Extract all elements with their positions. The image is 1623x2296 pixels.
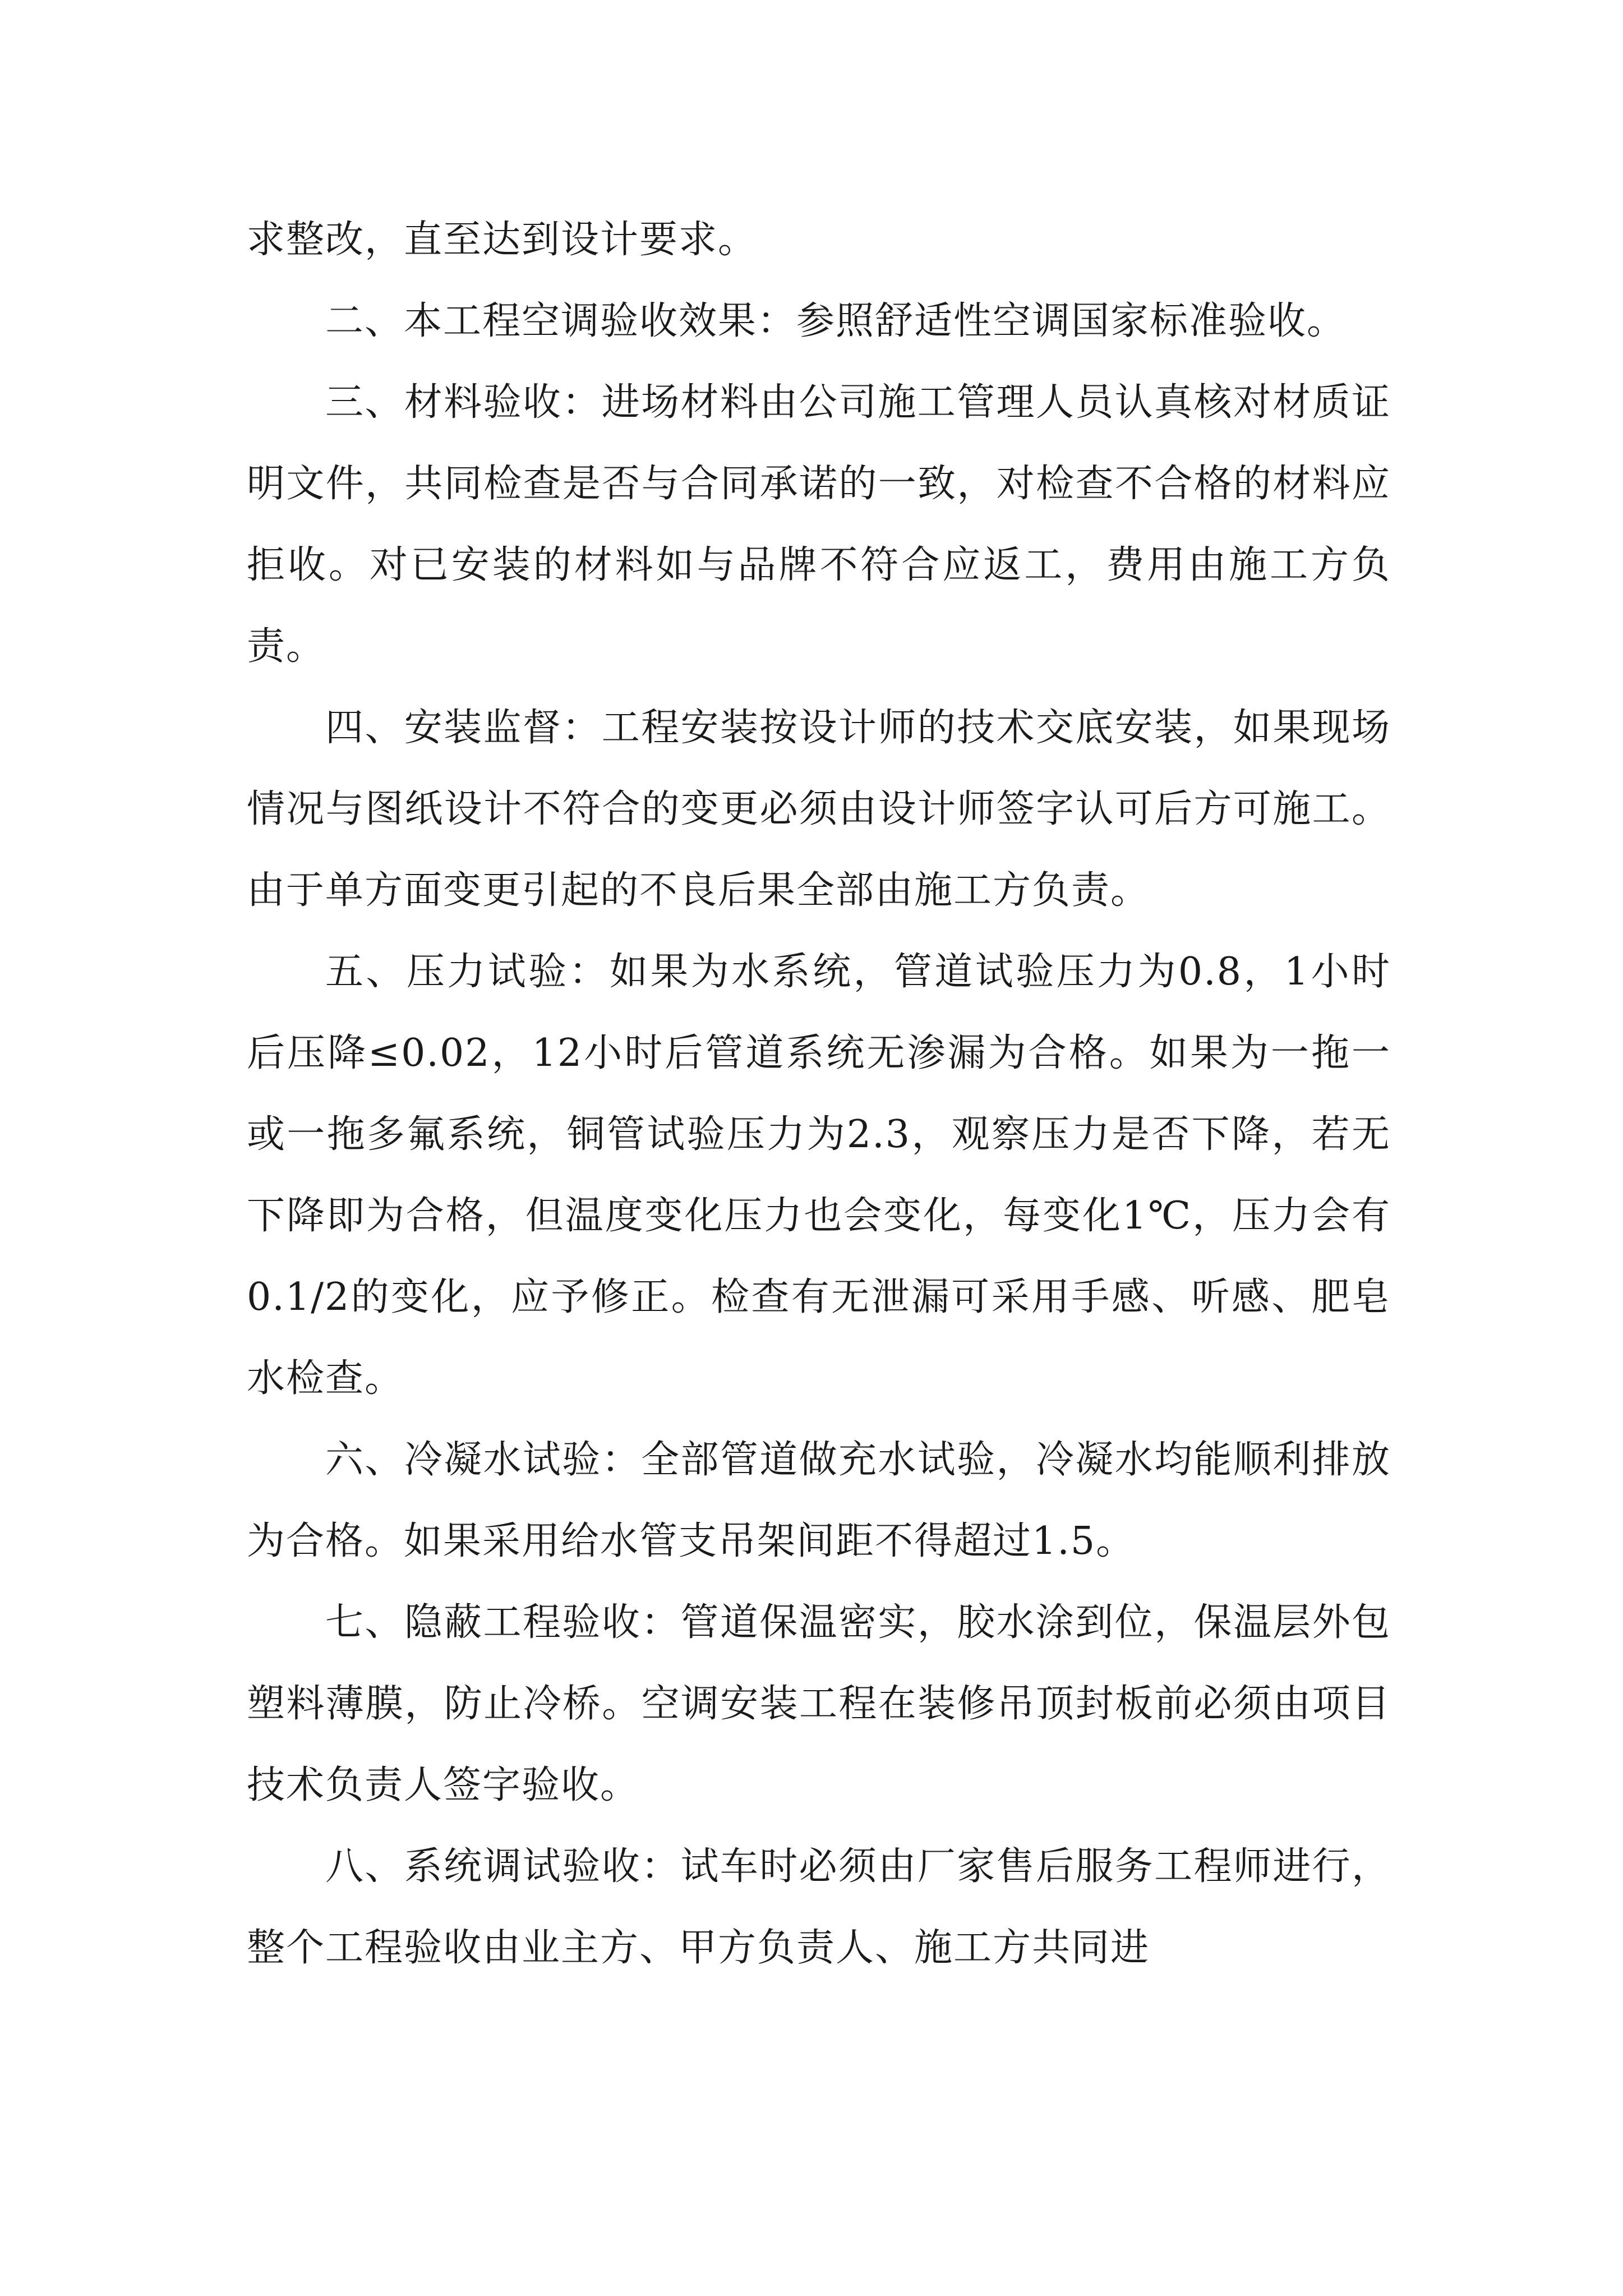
paragraph-condensate-test: 六、冷凝水试验：全部管道做充水试验，冷凝水均能顺利排放为合格。如果采用给水管支吊架间距不得超过1.5。	[247, 1438, 1391, 1563]
paragraph-acceptance-effect: 二、本工程空调验收效果：参照舒适性空调国家标准验收。	[325, 299, 1347, 343]
paragraph-pressure-test: 五、压力试验：如果为水系统，管道试验压力为0.8，1小时后压降≤0.02，12小时后管道系统无渗漏为合格。如果为一拖一或一拖多氟系统，铜管试验压力为2.3，观察压力是否下降，若无下降即为合格，但温度变化压力也会变化，每变化1℃，压力会有0.1/2的变化，应予修正。检查有无泄漏可采用手感、听感、肥皂水检查。	[247, 950, 1391, 1401]
paragraph-concealed-works: 七、隐蔽工程验收：管道保温密实，胶水涂到位，保温层外包塑料薄膜，防止冷桥。空调安装工程在装修吊顶封板前必须由项目技术负责人签字验收。	[247, 1600, 1391, 1807]
paragraph-system-commissioning: 八、系统调试验收：试车时必须由厂家售后服务工程师进行，整个工程验收由业主方、甲方负责人、施工方共同进	[247, 1844, 1391, 1970]
paragraph-material-acceptance: 三、材料验收：进场材料由公司施工管理人员认真核对材质证明文件，共同检查是否与合同承诺的一致，对检查不合格的材料应拒收。对已安装的材料如与品牌不符合应返工，费用由施工方负责。	[247, 380, 1391, 669]
paragraph-installation-supervision: 四、安装监督：工程安装按设计师的技术交底安装，如果现场情况与图纸设计不符合的变更必须由设计师签字认可后方可施工。由于单方面变更引起的不良后果全部由施工方负责。	[247, 706, 1391, 913]
paragraph-continuation: 求整改，直至达到设计要求。	[247, 218, 758, 262]
document-body	[247, 199, 1391, 1989]
